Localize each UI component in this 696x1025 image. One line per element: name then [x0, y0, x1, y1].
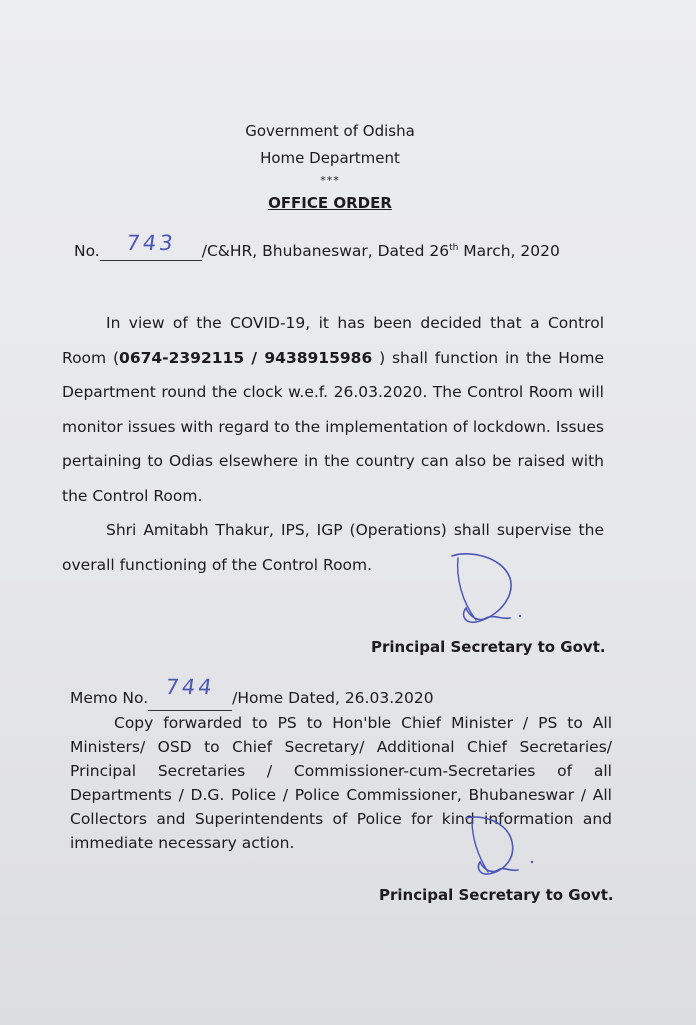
order-number-line: [74, 231, 560, 261]
memo-reference: /Home Dated, 26.03.2020: [232, 689, 434, 707]
handwritten-order-number: 743: [124, 231, 177, 255]
signature-1-scribble-icon: [444, 548, 528, 632]
body-paragraph-1-end: ) shall function in the Home Department round the clock w.e.f. 26.03.2020. The Control Room will monitor issues with regard to the implementation of lockdown. Issues pertaining to Odias elsewhere in the country can also be raised with the Control Room.: [62, 348, 604, 505]
department-name: Home Department: [260, 149, 400, 167]
order-reference: /C&HR, Bhubaneswar, Dated 26: [201, 242, 450, 260]
memo-number-prefix: Memo No.: [70, 689, 149, 707]
order-number-prefix: No.: [74, 242, 100, 260]
government-name: Government of Odisha: [245, 122, 415, 140]
order-date-rest: March, 2020: [458, 242, 560, 260]
memo-distribution-text: Copy forwarded to PS to Hon'ble Chief Minister / PS to All Ministers/ OSD to Chief Secretary/ Additional Chief Secretaries/ Principal Secretaries / Commissioner-cum-Secretaries of all Departments / D.G. Police / Police Commissioner, Bhubaneswar / All Collectors and Superintendents of Police for kind information and immediate necessary action.: [70, 714, 612, 852]
handwritten-memo-number: 744: [163, 675, 217, 699]
order-number-blank: [100, 231, 202, 261]
body-paragraph-1: [62, 306, 604, 513]
document-title: OFFICE ORDER: [268, 194, 392, 212]
signature-2-title: Principal Secretary to Govt.: [379, 886, 614, 904]
separator-stars: ***: [320, 174, 340, 187]
memo-number-blank: [148, 675, 232, 711]
signature-1-title: Principal Secretary to Govt.: [371, 638, 606, 656]
letterhead: [0, 118, 660, 216]
memo-number-line: [70, 675, 612, 711]
body-paragraph-2: Shri Amitabh Thakur, IPS, IGP (Operations) shall supervise the overall functioning of the Control Room.: [62, 521, 604, 574]
control-room-phone: 0674-2392115 / 9438915986: [119, 348, 373, 367]
signature-2-scribble-icon: [462, 812, 540, 882]
order-body: [62, 306, 604, 582]
body-paragraph-1-start: In view of the COVID-19, it has been decided that a Control Room (: [62, 314, 604, 367]
date-superscript: th: [449, 242, 459, 253]
